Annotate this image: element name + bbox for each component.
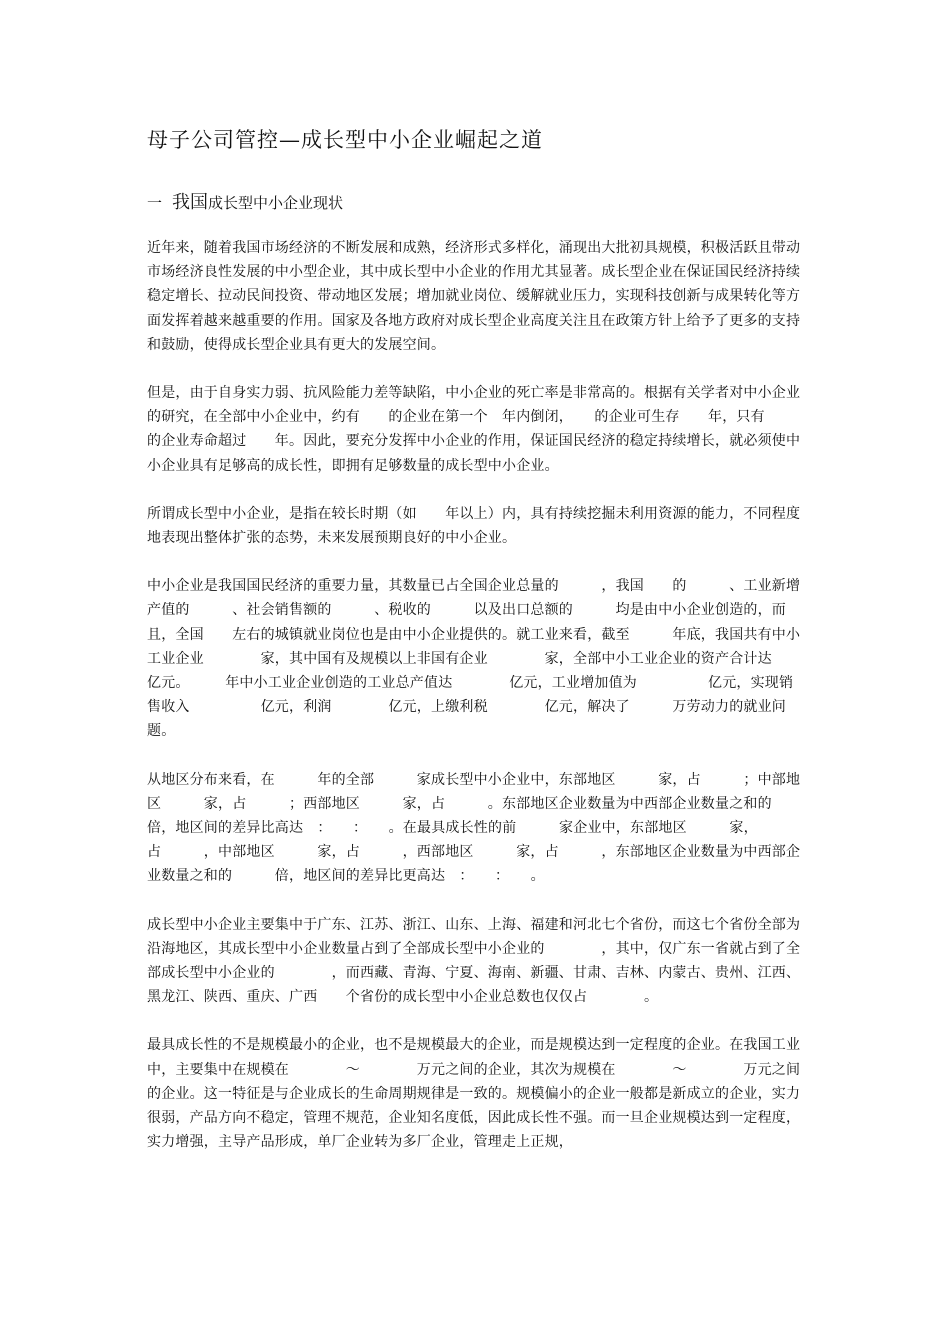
- section-heading-lead: 我国: [172, 192, 209, 213]
- paragraph: 中小企业是我国国民经济的重要力量，其数量已占全国企业总量的 ，我国 的 、工业新增产值的 、社会销售额的 、税收的 以及出口总额的 均是由中小企业创造的，而且，全国 左右的城镇就业岗位也是由中小企业提供的。就工业来看，截至 年底，我国共有中小工业企业 家，其中国有及规模以上非国有企业 家，全部中小工业企业的资产合计达 亿元。 年中小工业企业创造的工业总产值达 亿元，工业增加值为 亿元，实现销售收入 亿元，利润 亿元，上缴利税 亿元，解决了 万劳动力的就业问题。: [147, 578, 843, 740]
- paragraph: 但是，由于自身实力弱、抗风险能力差等缺陷，中小企业的死亡率是非常高的。根据有关学者对中小企业的研究，在全部中小企业中，约有 的企业在第一个 年内倒闭， 的企业可生存 年，只有 的企业寿命超过 年。因此，要充分发挥中小企业的作用，保证国民经济的稳定持续增长，就必须使中小企业具有足够高的成长性，即拥有足够数量的成长型中小企业。: [147, 385, 801, 474]
- section-number: 一: [147, 194, 163, 212]
- document-title: 母子公司管控—成长型中小企业崛起之道: [147, 128, 543, 152]
- document-body: [147, 236, 843, 1155]
- paragraph: 近年来，随着我国市场经济的不断发展和成熟，经济形式多样化，涌现出大批初具规模，积极活跃且带动市场经济良性发展的中小型企业，其中成长型中小企业的作用尤其显著。成长型企业在保证国民经济持续稳定增长、拉动民间投资、带动地区发展；增加就业岗位、缓解就业压力，实现科技创新与成果转化等方面发挥着越来越重要的作用。国家及各地方政府对成长型企业高度关注且在政策方针上给予了更多的支持和鼓励，使得成长型企业具有更大的发展空间。: [147, 240, 801, 353]
- paragraph: 从地区分布来看，在 年的全部 家成长型中小企业中，东部地区 家，占 ；中部地区 家，占 ；西部地区 家，占 。东部地区企业数量为中西部企业数量之和的 倍，地区间的差异比高达 ： ： 。在最具成长性的前 家企业中，东部地区 家，占 ，中部地区 家，占 ，西部地区 家，占 ，东部地区企业数量为中西部企业数量之和的 倍，地区间的差异比更高达 ： ： 。: [147, 771, 815, 885]
- paragraph: 所谓成长型中小企业，是指在较长时期（如 年以上）内，具有持续挖掘未利用资源的能力，不同程度地表现出整体扩张的态势，未来发展预期良好的中小企业。: [147, 505, 801, 547]
- section-heading-text: 成长型中小企业现状: [208, 194, 344, 212]
- section-heading: [147, 188, 343, 214]
- paragraph: 最具成长性的不是规模最小的企业，也不是规模最大的企业，而是规模达到一定程度的企业。在我国工业中，主要集中在规模在 ～ 万元之间的企业，其次为规模在 ～ 万元之间的企业。这一特征是与企业成长的生命周期规律是一致的。规模偏小的企业一般都是新成立的企业，实力很弱，产品方向不稳定，管理不规范，企业知名度低，因此成长性不强。而一旦企业规模达到一定程度，实力增强，主导产品形成，单厂企业转为多厂企业，管理走上正规，: [147, 1037, 801, 1151]
- paragraph: 成长型中小企业主要集中于广东、江苏、浙江、山东、上海、福建和河北七个省份，而这七个省份全部为沿海地区，其成长型中小企业数量占到了全部成长型中小企业的 ，其中，仅广东一省就占到了全部成长型中小企业的 ，而西藏、青海、宁夏、海南、新疆、甘肃、吉林、内蒙古、贵州、江西、黑龙江、陕西、重庆、广西 个省份的成长型中小企业总数也仅仅占 。: [147, 916, 801, 1006]
